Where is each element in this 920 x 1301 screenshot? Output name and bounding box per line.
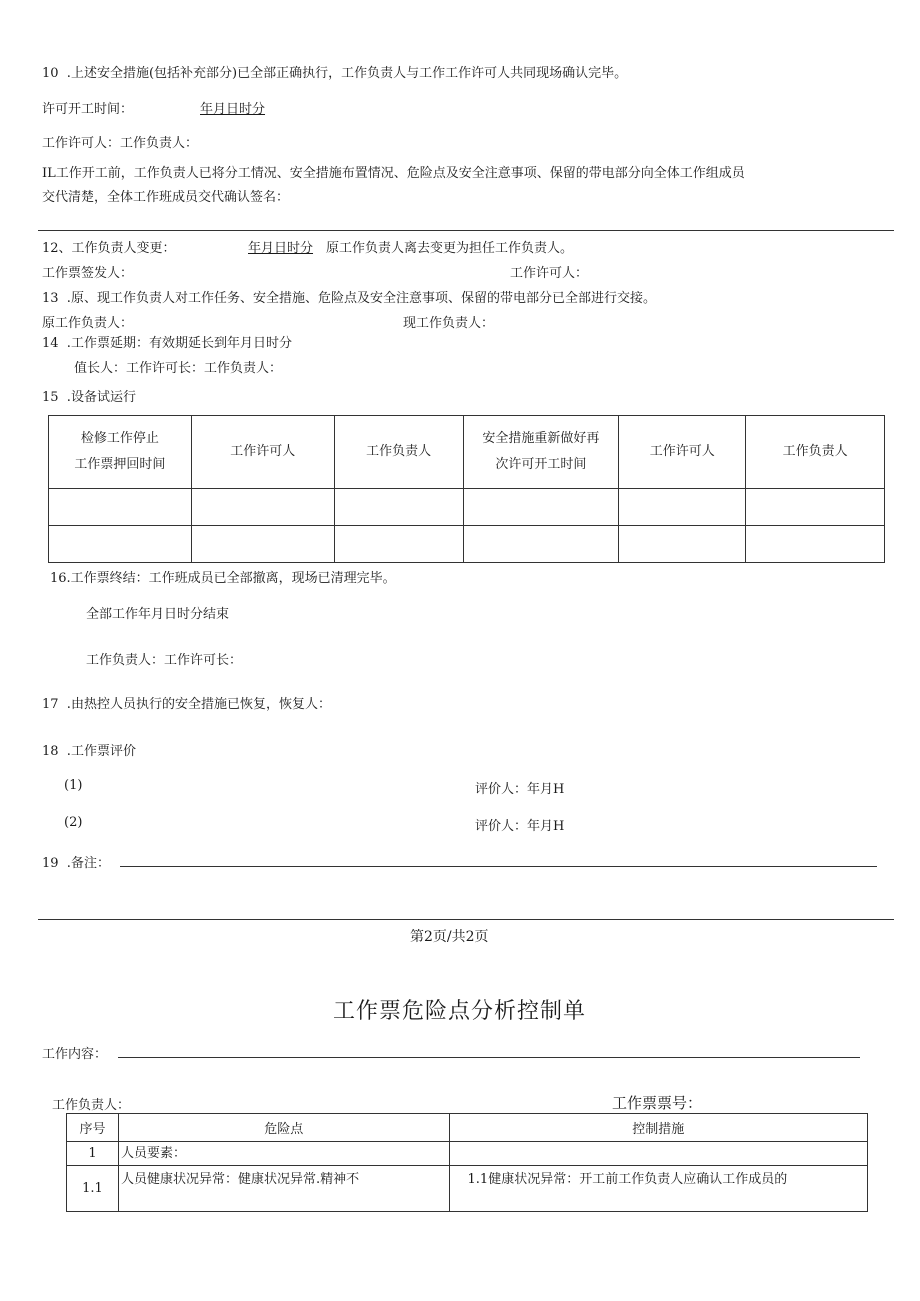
table-cell[interactable] bbox=[746, 489, 885, 526]
responsible-label: 工作负责人： bbox=[52, 1098, 131, 1113]
row-control bbox=[449, 1142, 867, 1166]
item-13-text: 13 .原、现工作负责人对工作任务、安全措施、危险点及安全注意事项、保留的带电部分已全部进行交接。 bbox=[42, 291, 656, 306]
ticket-number-label: 工作票票号： bbox=[612, 1094, 703, 1112]
permitter-responsible-sign: 工作许可人：工作负责人： bbox=[42, 136, 199, 151]
table-cell[interactable] bbox=[619, 489, 746, 526]
table-row bbox=[67, 1166, 868, 1212]
start-time-label: 许可开工时间： bbox=[42, 102, 134, 117]
row-hazard: 人员要素： bbox=[118, 1142, 449, 1166]
page-number: 第2页/共2页 bbox=[410, 929, 489, 945]
item-10-text: 10 .上述安全措施(包括补充部分)已全部正确执行，工作负责人与工作工作许可人共同现场确认完毕。 bbox=[42, 66, 628, 81]
row-control: 1.1健康状况异常：开工前工作负责人应确认工作成员的 bbox=[449, 1166, 867, 1212]
evaluation-1-sign: 评价人：年月H bbox=[475, 782, 565, 797]
table-cell[interactable] bbox=[334, 489, 463, 526]
item-14-text: 14 .工作票延期：有效期延长到年月日时分 bbox=[42, 336, 292, 351]
item-16-sign: 工作负责人：工作许可长： bbox=[86, 653, 243, 668]
col-restart-time bbox=[463, 416, 619, 489]
table-header-row bbox=[49, 416, 885, 489]
work-content-label: 工作内容： bbox=[42, 1047, 108, 1062]
item-14-sign: 值长人：工作许可长：工作负责人： bbox=[74, 361, 283, 376]
table-cell[interactable] bbox=[191, 489, 334, 526]
item-19-label: 19 .备注： bbox=[42, 856, 110, 871]
table-cell[interactable] bbox=[463, 526, 619, 563]
item-12-time: 年月日时分 bbox=[248, 241, 314, 256]
item-16-end-time: 全部工作年月日时分结束 bbox=[86, 607, 230, 622]
table-row bbox=[67, 1142, 868, 1166]
old-responsible-label: 原工作负责人： bbox=[42, 316, 134, 331]
row-number: 1.1 bbox=[67, 1166, 119, 1212]
table-header-row bbox=[67, 1114, 868, 1142]
item-17-text: 17 .由热控人员执行的安全措施已恢复，恢复人： bbox=[42, 697, 331, 712]
start-time-value: 年月日时分 bbox=[200, 102, 266, 117]
hazard-table bbox=[66, 1113, 868, 1212]
item-15-text: 15 .设备试运行 bbox=[42, 390, 136, 405]
col-permitter-2: 工作许可人 bbox=[619, 416, 746, 489]
ticket-issuer-label: 工作票签发人： bbox=[42, 266, 134, 281]
col-restart-time-line2: 次许可开工时间 bbox=[495, 457, 587, 472]
col-stop-time bbox=[49, 416, 192, 489]
evaluation-2-sign: 评价人：年月H bbox=[475, 819, 565, 834]
item-12-label: 12、工作负责人变更： bbox=[42, 241, 176, 256]
row-number: 1 bbox=[67, 1142, 119, 1166]
col-hazard: 危险点 bbox=[118, 1114, 449, 1142]
new-responsible-label: 现工作负责人： bbox=[403, 316, 495, 331]
col-number: 序号 bbox=[67, 1114, 119, 1142]
row-hazard: 人员健康状况异常：健康状况异常.精神不 bbox=[118, 1166, 449, 1212]
remarks-underline bbox=[120, 866, 877, 867]
col-stop-time-line1: 检修工作停止 bbox=[80, 431, 159, 446]
col-responsible-2: 工作负责人 bbox=[746, 416, 885, 489]
table-row bbox=[49, 489, 885, 526]
page-title: 工作票危险点分析控制单 bbox=[333, 999, 587, 1024]
item-11-line2: 交代清楚，全体工作班成员交代确认签名： bbox=[42, 190, 290, 205]
work-permitter-label: 工作许可人： bbox=[510, 266, 589, 281]
item-12-text: 原工作负责人离去变更为担任工作负责人。 bbox=[326, 241, 574, 256]
evaluation-2-number: (2) bbox=[64, 815, 83, 830]
col-responsible-1: 工作负责人 bbox=[334, 416, 463, 489]
table-cell[interactable] bbox=[334, 526, 463, 563]
table-cell[interactable] bbox=[49, 489, 192, 526]
table-cell[interactable] bbox=[746, 526, 885, 563]
item-11-line1: IL工作开工前，工作负责人已将分工情况、安全措施布置情况、危险点及安全注意事项、保留的带电部分向全体工作组成员 bbox=[42, 166, 745, 181]
table-cell[interactable] bbox=[191, 526, 334, 563]
evaluation-1-number: (1) bbox=[64, 778, 83, 793]
trial-run-table bbox=[48, 415, 885, 563]
item-16-text: 16.工作票终结：工作班成员已全部撤离，现场已清理完毕。 bbox=[50, 571, 396, 586]
table-cell[interactable] bbox=[463, 489, 619, 526]
col-control: 控制措施 bbox=[449, 1114, 867, 1142]
col-permitter-1: 工作许可人 bbox=[191, 416, 334, 489]
work-content-underline bbox=[118, 1057, 860, 1058]
divider bbox=[38, 230, 894, 231]
page-divider bbox=[38, 919, 894, 920]
table-cell[interactable] bbox=[49, 526, 192, 563]
table-row bbox=[49, 526, 885, 563]
item-18-text: 18 .工作票评价 bbox=[42, 744, 136, 759]
col-restart-time-line1: 安全措施重新做好再 bbox=[482, 431, 600, 446]
table-cell[interactable] bbox=[619, 526, 746, 563]
col-stop-time-line2: 工作票押回时间 bbox=[74, 457, 166, 472]
